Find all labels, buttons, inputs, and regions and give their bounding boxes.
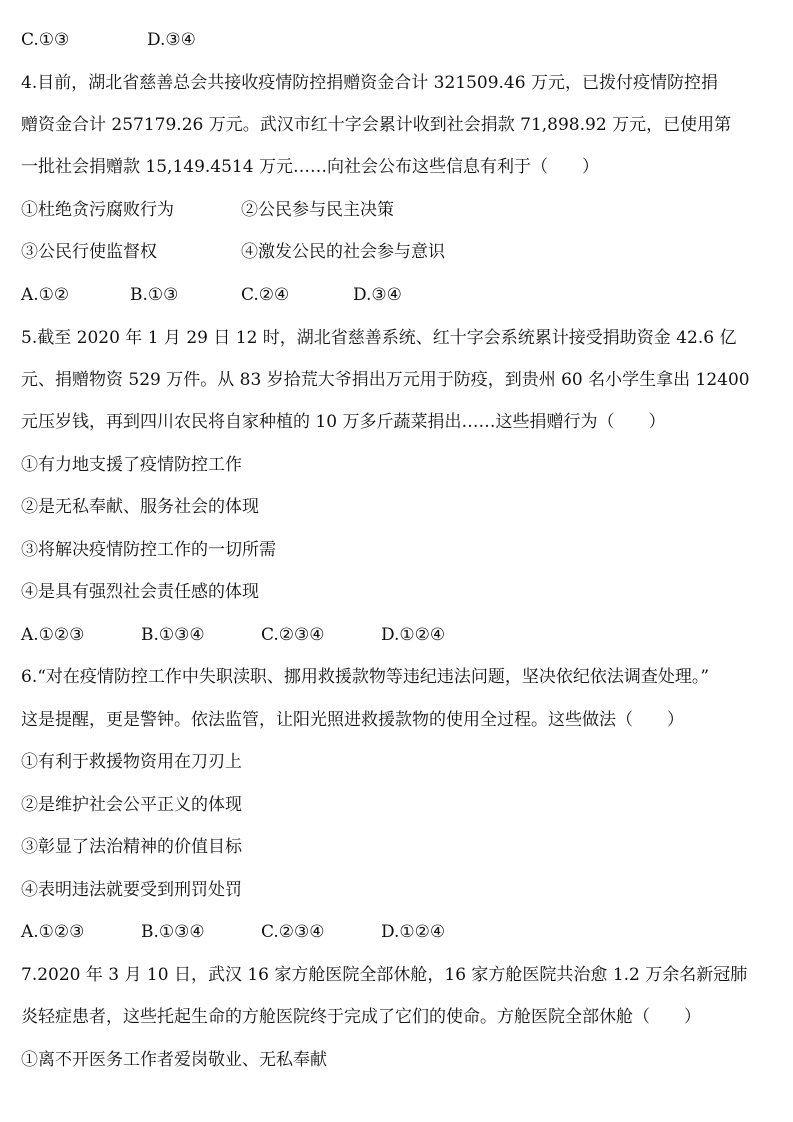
q4-option-d: D.③④	[353, 285, 402, 305]
q6-item-4: ④表明违法就要受到刑罚处罚	[21, 880, 242, 900]
q5-option-d: D.①②④	[381, 625, 446, 645]
q4-item-3: ③公民行使监督权	[21, 242, 157, 262]
q6-option-b: B.①③④	[141, 922, 205, 942]
prev-option-d: D.③④	[147, 30, 196, 50]
q5-item-4: ④是具有强烈社会责任感的体现	[21, 582, 259, 602]
q6-item-2: ②是维护社会公平正义的体现	[21, 795, 242, 815]
q5-stem-line-2: 元、捐赠物资 529 万件。从 83 岁拾荒大爷捐出万元用于防疫，到贵州 60 名小学生拿出 12400	[21, 370, 750, 390]
q7-item-1: ①离不开医务工作者爱岗敬业、无私奉献	[21, 1050, 327, 1070]
q4-option-b: B.①③	[130, 285, 179, 305]
q4-stem-line-3: 一批社会捐赠款 15,149.4514 万元……向社会公布这些信息有利于（ ）	[21, 157, 599, 177]
q4-item-1: ①杜绝贪污腐败行为	[21, 200, 174, 220]
q4-stem-line-1: 4.目前，湖北省慈善总会共接收疫情防控捐赠资金合计 321509.46 万元，已拨付疫情防控捐	[21, 73, 718, 93]
q7-stem-line-1: 7.2020 年 3 月 10 日，武汉 16 家方舱医院全部休舱，16 家方舱医院共治愈 1.2 万余名新冠肺	[21, 965, 748, 985]
q5-item-2: ②是无私奉献、服务社会的体现	[21, 497, 259, 517]
q6-option-c: C.②③④	[261, 922, 325, 942]
q4-stem-line-2: 赠资金合计 257179.26 万元。武汉市红十字会累计收到社会捐款 71,898.92 万元，已使用第	[21, 115, 732, 135]
q5-stem-line-3: 元压岁钱，再到四川农民将自家种植的 10 万多斤蔬菜捐出……这些捐赠行为（ ）	[21, 412, 666, 432]
q6-option-a: A.①②③	[21, 922, 85, 942]
q5-option-b: B.①③④	[141, 625, 205, 645]
q4-option-c: C.②④	[241, 285, 290, 305]
q7-stem-line-2: 炎轻症患者，这些托起生命的方舱医院终于完成了它们的使命。方舱医院全部休舱（ ）	[21, 1007, 701, 1027]
q5-item-1: ①有力地支援了疫情防控工作	[21, 455, 242, 475]
q6-item-3: ③彰显了法治精神的价值目标	[21, 837, 242, 857]
q5-item-3: ③将解决疫情防控工作的一切所需	[21, 540, 276, 560]
q6-stem-line-1: 6.“对在疫情防控工作中失职渎职、挪用救援款物等违纪违法问题，坚决依纪依法调查处理。”	[21, 667, 710, 687]
q5-option-c: C.②③④	[261, 625, 325, 645]
q6-option-d: D.①②④	[381, 922, 446, 942]
q4-item-4: ④激发公民的社会参与意识	[241, 242, 445, 262]
q4-option-a: A.①②	[21, 285, 70, 305]
q6-stem-line-2: 这是提醒，更是警钟。依法监管，让阳光照进救援款物的使用全过程。这些做法（ ）	[21, 710, 684, 730]
q5-option-a: A.①②③	[21, 625, 85, 645]
prev-option-c: C.①③	[21, 30, 70, 50]
q6-item-1: ①有利于救援物资用在刀刃上	[21, 752, 242, 772]
q4-item-2: ②公民参与民主决策	[241, 200, 394, 220]
q5-stem-line-1: 5.截至 2020 年 1 月 29 日 12 时，湖北省慈善系统、红十字会系统累计接受捐助资金 42.6 亿	[21, 328, 737, 348]
